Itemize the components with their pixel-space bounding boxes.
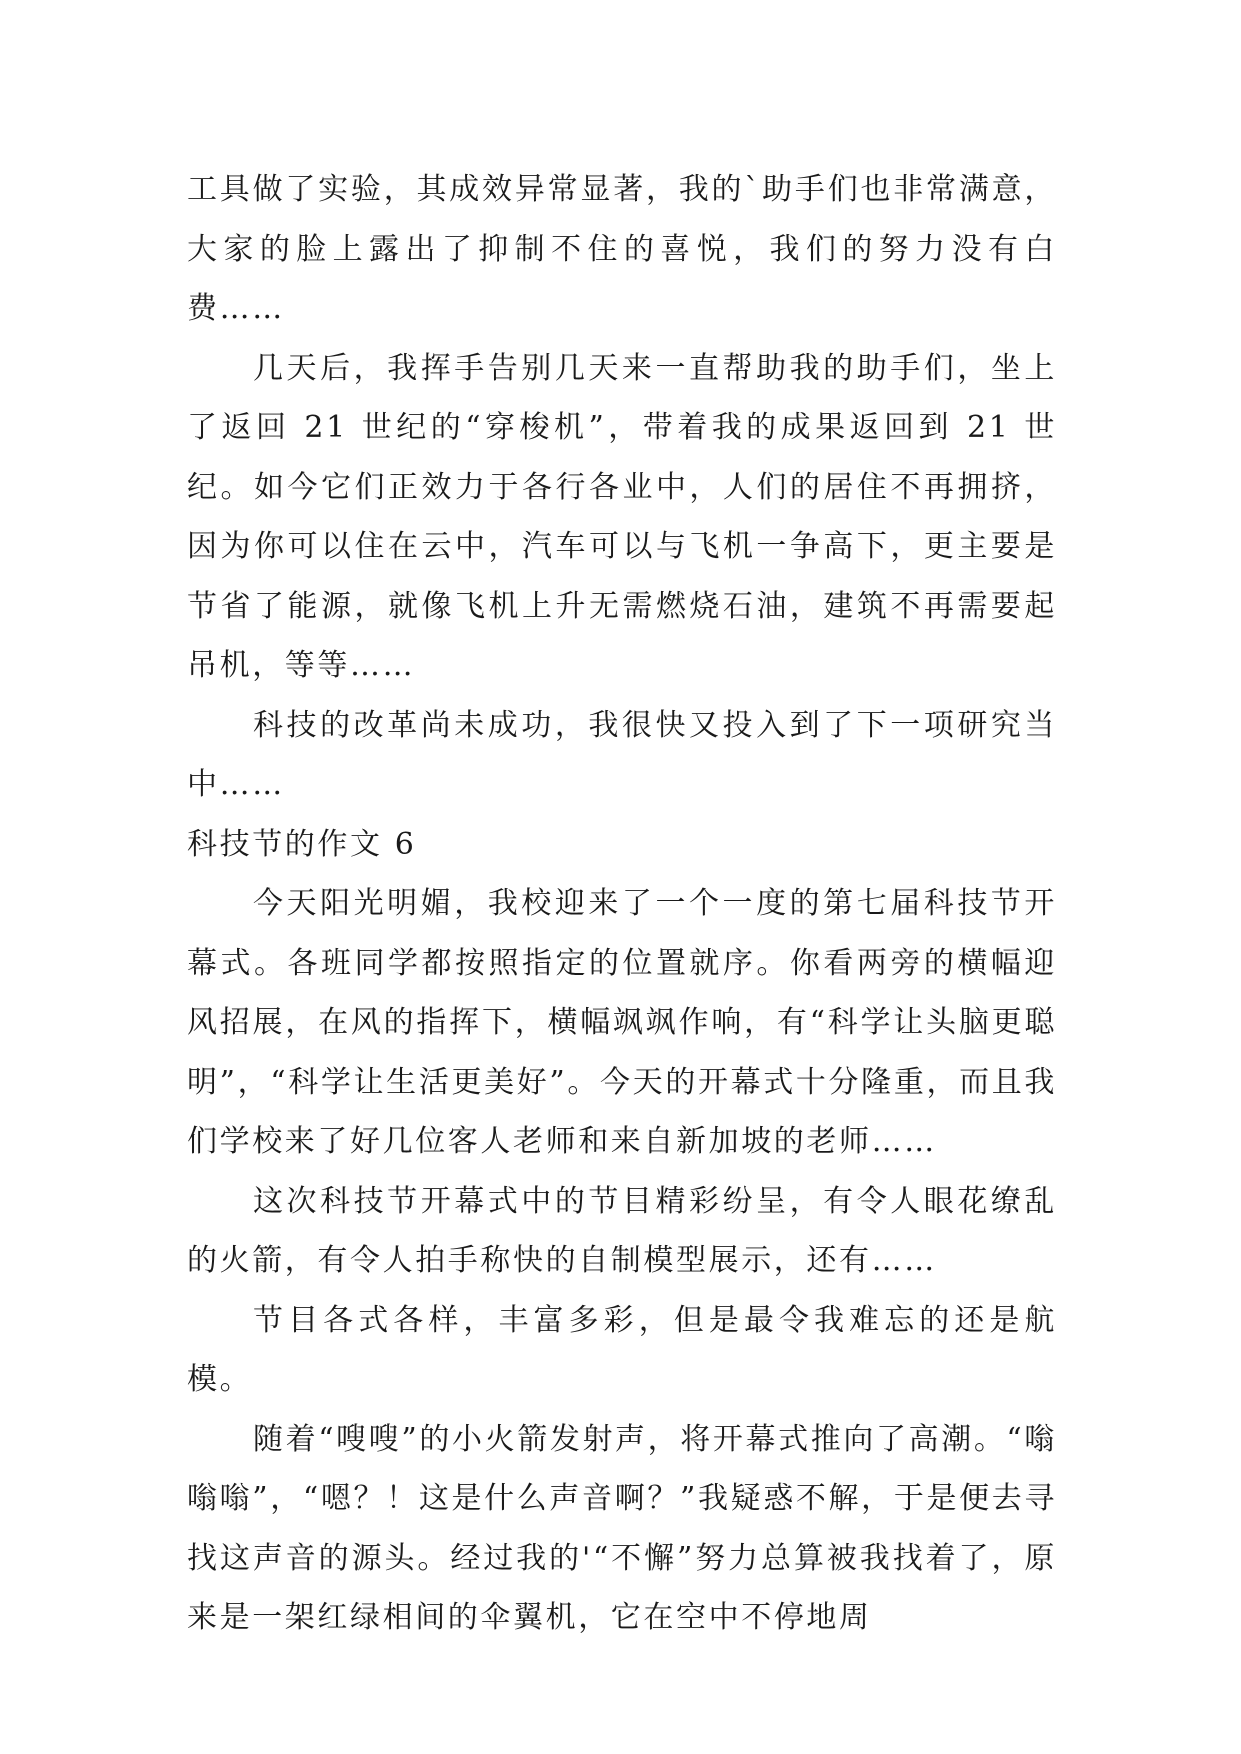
paragraph-1: 工具做了实验，其成效异常显著，我的`助手们也非常满意，大家的脸上露出了抑制不住的喜悦，我们的努力没有白费……: [187, 172, 1057, 326]
paragraph-4: 今天阳光明媚，我校迎来了一个一度的第七届科技节开幕式。各班同学都按照指定的位置就序。你看两旁的横幅迎风招展，在风的指挥下，横幅飒飒作响，有“科学让头脑更聪明”，“科学让生活更美好”。今天的开幕式十分隆重，而且我们学校来了好几位客人老师和来自新加坡的老师……: [187, 886, 1057, 1159]
paragraph-2: 几天后，我挥手告别几天来一直帮助我的助手们，坐上了返回 21 世纪的“穿梭机”，带着我的成果返回到 21 世纪。如今它们正效力于各行各业中，人们的居住不再拥挤，因为你可以住在云中，汽车可以与飞机一争高下，更主要是节省了能源，就像飞机上升无需燃烧石油，建筑不再需要起吊机，等等……: [187, 350, 1057, 683]
paragraph-3: 科技的改革尚未成功，我很快又投入到了下一项研究当中……: [187, 707, 1057, 802]
section-title: 科技节的作文 6: [187, 826, 417, 862]
paragraph-7: 随着“嗖嗖”的小火箭发射声，将开幕式推向了高潮。“嗡嗡嗡”，“嗯？！这是什么声音啊？”我疑惑不解，于是便去寻找这声音的源头。经过我的'“不懈”努力总算被我找着了，原来是一架红绿相间的伞翼机，它在空中不停地周: [187, 1421, 1057, 1635]
document-body: [187, 160, 1057, 1648]
paragraph-6: 节目各式各样，丰富多彩，但是最令我难忘的还是航模。: [187, 1302, 1057, 1397]
paragraph-5: 这次科技节开幕式中的节目精彩纷呈，有令人眼花缭乱的火箭，有令人拍手称快的自制模型展示，还有……: [187, 1183, 1057, 1278]
